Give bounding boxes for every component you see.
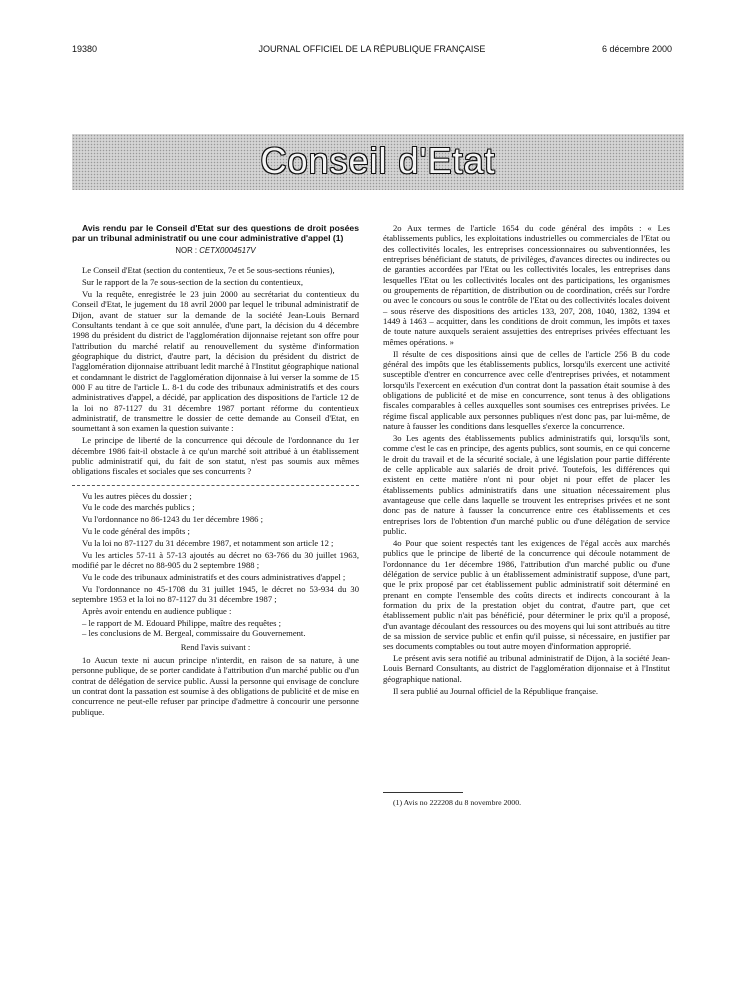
issue-date: 6 décembre 2000 — [601, 44, 672, 54]
list-item: – les conclusions de M. Bergeal, commissaire du Gouvernement. — [82, 628, 306, 639]
point-4-paragraph: 4o Pour que soient respectés tant les exigences de l'égal accès aux marchés publics que le principe de liberté de la concurrence qui découle notamment de l'ordonnance du 1er décembre 1986, l'attribution d'un marché public ou d'une délégation de service public à un établissement administratif suppose, d'une part, que le prix proposé par cet établissement public administratif soit déterminé en prenant en compte l'ensemble des coûts directs et indirects concourant à la formation du prix de la prestation objet du contrat, d'autre part, que cet établissement public n'ait pas bénéficié, pour déterminer le prix qu'il a proposé, d'un avantage découlant des ressources ou des moyens qui lui sont attribués au titre de sa mission de service public et enfin qu'il puisse, si nécessaire, en justifier par ses documents comptables ou tout autre moyen d'information approprié. — [383, 537, 670, 652]
visa-line: Après avoir entendu en audience publique : — [82, 605, 232, 616]
journal-title: JOURNAL OFFICIEL DE LA RÉPUBLIQUE FRANÇAISE — [258, 44, 486, 54]
list-item: – le rapport de M. Edouard Philippe, maître des requêtes ; — [82, 617, 282, 628]
visa-line: Vu les articles 57-11 à 57-13 ajoutés au décret no 63-766 du 30 juillet 1963, modifié par le décret no 88-905 du 2 septembre 1988 ; — [72, 549, 359, 571]
footnote: (1) Avis no 222208 du 8 novembre 2000. — [393, 798, 522, 807]
nor-reference — [72, 246, 359, 256]
point-1-paragraph: 1o Aucun texte ni aucun principe n'interdit, en raison de sa nature, à une personne publique, de se porter candidate à l'attribution d'un marché public ou d'un contrat de délégation de service public. Aussi la personne qui envisage de conclure un contrat dont la passation est soumise à des obligations de publicité et de mise en concurrence ne peut-elle refuser par principe d'admettre à concourir une personne publique. — [72, 654, 359, 717]
visa-line: Vu les autres pièces du dossier ; — [82, 490, 192, 501]
visa-line: Vu le code des tribunaux administratifs et des cours administratives d'appel ; — [82, 571, 346, 582]
rend-avis-heading: Rend l'avis suivant : — [180, 641, 251, 652]
intro-paragraph: Le Conseil d'Etat (section du contentieux, 7e et 5e sous-sections réunies), — [82, 265, 335, 276]
visa-line: Vu le code des marchés publics ; — [82, 502, 195, 513]
body-paragraph: Il résulte de ces dispositions ainsi que de celles de l'article 256 B du code général des impôts que les établissements publics, lorsqu'ils exercent une activité susceptible d'entrer en concurrence avec celle d'entreprises privées, et notamment lorsqu'ils l'exercent en exécution d'un contrat dont la passation était soumise à des obligations de publicité et de mise en concurrence, sont tenus à des obligations fiscales comparables à celles auxquelles sont soumises ces entreprises privées. Le régime fiscal applicable aux personnes publiques n'est donc pas, par lui-même, de nature à fausser les conditions dans lesquelles s'exerce la concurrence. — [383, 348, 670, 432]
audience-list — [72, 618, 359, 639]
point-2-paragraph: 2o Aux termes de l'article 1654 du code général des impôts : « Les établissements publics, les exploitations industrielles ou commerciales de l'Etat ou des collectivités locales, les entreprises concessionnaires ou subventionnées, les entreprises bénéficiant de statuts, de privilèges, d'avances directes ou indirectes ou de garanties accordées par l'Etat ou les collectivités locales, les entreprises dans lesquelles l'Etat ou les collectivités locales ont des participations, les organismes ou groupements de répartition, de distribution ou de coordination, créés sur l'ordre ou avec le concours ou sous le contrôle de l'Etat ou des collectivités locales doivent – sous réserve des dispositions des articles 133, 207, 208, 1040, 1382, 1394 et 1449 à 1463 – acquitter, dans les conditions de droit commun, les impôts et taxes de toute nature auxquels seraient assujetties des entreprises privées effectuant les mêmes opérations. » — [383, 223, 670, 347]
nor-code: CETX0004517V — [199, 245, 256, 255]
point-3-paragraph: 3o Les agents des établissements publics administratifs qui, lorsqu'ils sont, comme c'est le cas en principe, des agents publics, sont soumis, en ce qui concerne le droit du travail et de la sécurité sociale, à une législation pour partie différente de celle applicable aux salariés de droit privé. Toutefois, les différences qui existent en cette matière n'ont ni pour objet ni pour effet de placer les établissements publics administratifs dans une situation nécessairement plus avantageuse que celle dans laquelle se trouvent les entreprises privées et ne sont donc pas de nature à fausser la concurrence entre ces établissements et ces entreprises lors de l'obtention d'un marché public ou d'une délégation de service public. — [383, 432, 670, 536]
intro-paragraph: Vu la requête, enregistrée le 23 juin 2000 au secrétariat du contentieux du Conseil d'Etat, le jugement du 18 avril 2000 par lequel le tribunal administratif de Dijon, avant de statuer sur la demande de la société Jean-Louis Bernard Consultants tendant à ce que soit annulée, d'une part, la décision du 4 décembre 1998 du président du district de l'agglomération dijonnaise rejetant son offre pour l'attribution du marché relatif au renouvellement du système d'information géographique du district, d'autre part, la décision du président du district de l'agglomération dijonnaise attribuant ledit marché à l'Institut géographique national et condamnant le district de l'agglomération dijonnaise à lui verser la somme de 15 000 F au titre de l'article L. 8-1 du code des tribunaux administratifs et des cours administratives d'appel, a décidé, par application des dispositions de l'article 12 de la loi no 87-1127 du 31 décembre 1987 portant réforme du contentieux administratif, de transmettre le dossier de cette demande au Conseil d'Etat, en soumettant à son examen la question suivante : — [72, 288, 359, 434]
question-paragraph: Le principe de liberté de la concurrence qui découle de l'ordonnance du 1er décembre 1986 fait-il obstacle à ce qu'un marché soit attribué à un établissement public administratif qui, du fait de son statut, n'est pas soumis aux mêmes obligations fiscales et sociales que ses concurrents ? — [72, 435, 359, 477]
section-banner — [72, 134, 684, 190]
visa-line: Vu la loi no 87-1127 du 31 décembre 1987, et notamment son article 12 ; — [82, 537, 334, 548]
visa-line: Vu l'ordonnance no 86-1243 du 1er décembre 1986 ; — [82, 514, 263, 525]
page-header — [72, 44, 672, 58]
left-column — [72, 223, 359, 718]
visa-line: Vu le code général des impôts ; — [82, 526, 190, 537]
page-number: 19380 — [72, 44, 98, 54]
visa-line: Vu l'ordonnance no 45-1708 du 31 juillet 1945, le décret no 53-934 du 30 septembre 1953 et la loi no 87-1127 du 31 décembre 1987 ; — [72, 583, 359, 605]
dashed-separator — [72, 485, 359, 486]
right-column — [383, 223, 670, 697]
nor-label: NOR : — [175, 245, 198, 255]
publication-paragraph: Il sera publié au Journal officiel de la République française. — [393, 685, 599, 696]
notification-paragraph: Le présent avis sera notifié au tribunal administratif de Dijon, à la société Jean-Louis Bernard Consultants, au district de l'agglomération dijonnaise et à l'Institut géographique national. — [383, 653, 670, 684]
avis-title: Avis rendu par le Conseil d'Etat sur des questions de droit posées par un tribunal administratif ou une cour administrative d'appel (1) — [72, 223, 359, 244]
banner-title: Conseil d'Etat — [260, 140, 496, 181]
intro-paragraph: Sur le rapport de la 7e sous-section de la section du contentieux, — [82, 277, 303, 287]
footnote-rule — [383, 792, 463, 793]
